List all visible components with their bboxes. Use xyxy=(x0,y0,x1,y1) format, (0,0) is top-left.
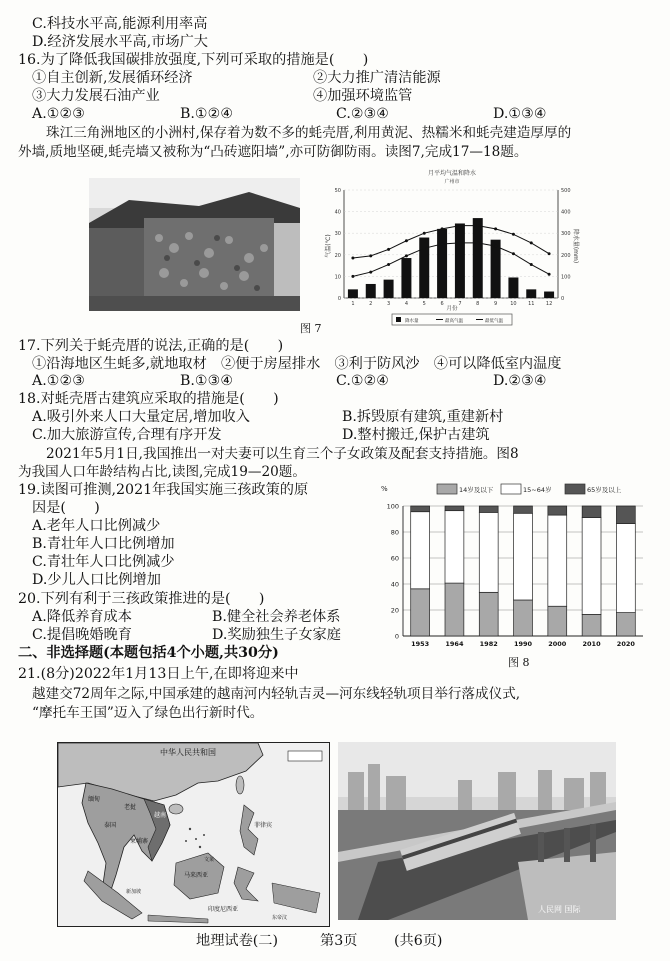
pop-x-tick: 2000 xyxy=(548,640,567,648)
climate-left-tick: 40 xyxy=(334,209,341,216)
map-label: 泰国 xyxy=(104,822,117,829)
population-age-chart xyxy=(375,480,650,670)
climate-right-tick: 0 xyxy=(561,296,565,302)
pop-y-tick: 40 xyxy=(390,580,399,589)
climate-x-tick: 9 xyxy=(493,301,498,307)
climate-chart-title: 月平均气温和降水 xyxy=(427,170,477,177)
pop-bar-segment xyxy=(582,614,601,636)
pop-bar-segment xyxy=(479,506,498,512)
climate-precip-bar xyxy=(366,284,376,298)
climate-left-tick: 30 xyxy=(334,231,341,238)
climate-left-tick: 50 xyxy=(334,188,341,194)
climate-min-temp-point xyxy=(548,273,551,276)
oyster-shell-house-photo xyxy=(89,178,300,311)
map-label: 越南 xyxy=(154,812,167,819)
footer-page: 第3页 xyxy=(320,933,358,949)
pop-x-tick: 1964 xyxy=(445,640,464,648)
climate-min-temp-point xyxy=(387,263,390,266)
climate-right-tick: 100 xyxy=(561,274,571,281)
q17-items: ①沿海地区生蚝多,就地取材 ②便于房屋排水 ③利于防风沙 ④可以降低室内温度 xyxy=(32,356,562,372)
figure-8-label: 图 8 xyxy=(508,656,530,669)
pop-x-tick: 1953 xyxy=(411,640,430,648)
pop-y-tick: 80 xyxy=(390,528,399,537)
climate-left-tick: 10 xyxy=(334,274,341,281)
southeast-asia-map xyxy=(57,742,330,927)
climate-min-temp-point xyxy=(530,263,533,266)
pop-bar-segment xyxy=(616,506,635,524)
q20-option-a: A.降低养育成本 xyxy=(32,609,132,625)
map-label: 缅甸 xyxy=(88,796,101,803)
pop-legend-swatch xyxy=(437,484,457,494)
map-label: 印度尼西亚 xyxy=(208,906,239,913)
question-19-stem: 因是( ) xyxy=(32,500,100,516)
pop-bar-segment xyxy=(582,518,601,615)
q17-option-c: C.①②④ xyxy=(336,373,390,389)
passage-text: 2021年5月1日,我国推出一对夫妻可以生育三个子女政策及配套支持措施。图8 xyxy=(46,446,519,462)
question-18-stem: 18.对蚝壳厝古建筑应采取的措施是( ) xyxy=(18,391,279,407)
climate-right-tick: 300 xyxy=(561,231,571,238)
climate-min-temp-line xyxy=(353,243,549,276)
climate-min-temp-point xyxy=(512,252,515,255)
q16-item: ④加强环境监管 xyxy=(313,88,413,104)
pop-y-tick: 20 xyxy=(390,606,399,615)
pop-y-tick: 60 xyxy=(390,554,399,563)
climate-left-tick: 20 xyxy=(334,252,341,259)
pop-bar-segment xyxy=(445,511,464,583)
climate-legend-swatch xyxy=(396,317,401,322)
pop-legend-label: 15~64岁 xyxy=(523,486,552,494)
pop-bar-segment xyxy=(582,506,601,518)
map-label: 马来西亚 xyxy=(184,872,209,879)
question-19-stem: 19.读图可推测,2021年我国实施三孩政策的原 xyxy=(18,482,309,498)
passage-text: 为我国人口年龄结构占比,读图,完成19—20题。 xyxy=(18,464,306,480)
climate-x-tick: 3 xyxy=(386,301,391,307)
climate-x-tick: 7 xyxy=(458,301,462,307)
question-21-stem: 21.(8分)2022年1月13日上午,在即将迎来中 xyxy=(18,666,299,682)
climate-max-temp-point xyxy=(494,227,497,230)
pop-bar-segment xyxy=(616,524,635,613)
climate-precip-bar xyxy=(491,240,501,298)
q18-option-d: D.整村搬迁,保护古建筑 xyxy=(342,427,490,443)
question-16-stem: 16.为了降低我国碳排放强度,下列可采取的措施是( ) xyxy=(18,52,369,68)
footer-subject: 地理试卷(二) xyxy=(196,933,279,949)
q16-option-b: B.①②④ xyxy=(180,106,234,122)
pop-y-tick: 0 xyxy=(394,632,399,641)
climate-right-tick: 200 xyxy=(561,252,571,259)
pop-bar-segment xyxy=(514,506,533,513)
climate-legend-label: 降水量 xyxy=(405,319,419,324)
pop-legend-label: 14岁及以下 xyxy=(459,486,494,494)
q16-option-c: C.②③④ xyxy=(336,106,390,122)
q17-option-b: B.①③④ xyxy=(180,373,234,389)
climate-min-temp-point xyxy=(351,275,354,278)
climate-chart-subtitle: 广州市 xyxy=(444,179,460,185)
pop-bar-segment xyxy=(479,592,498,636)
climate-max-temp-point xyxy=(369,254,372,257)
pop-unit-label: % xyxy=(381,485,388,493)
pop-bar-segment xyxy=(548,506,567,515)
q18-option-b: B.拆毁原有建筑,重建新村 xyxy=(342,409,504,425)
climate-max-temp-point xyxy=(548,252,551,255)
climate-x-tick: 5 xyxy=(422,301,426,307)
pop-x-tick: 2010 xyxy=(582,640,601,648)
map-label: 老挝 xyxy=(124,804,137,811)
pop-legend-swatch xyxy=(565,484,585,494)
map-label: 文莱 xyxy=(204,857,215,863)
pop-bar-segment xyxy=(616,613,635,636)
climate-legend-label: 最低气温 xyxy=(485,319,503,324)
climate-min-temp-point xyxy=(369,271,372,274)
climate-precip-bar xyxy=(508,277,518,298)
q16-option-a: A.①②③ xyxy=(32,106,85,122)
q16-option-d: D.①③④ xyxy=(493,106,547,122)
q19-option-c: C.青壮年人口比例减少 xyxy=(32,554,175,570)
climate-left-tick: 0 xyxy=(337,296,341,302)
pop-bar-segment xyxy=(411,589,430,636)
climate-max-temp-point xyxy=(405,239,408,242)
climate-x-tick: 11 xyxy=(528,301,535,307)
pop-x-tick: 1990 xyxy=(513,640,533,648)
question-20-stem: 20.下列有利于三孩政策推进的是( ) xyxy=(18,591,265,607)
q16-item: ①自主创新,发展循环经济 xyxy=(32,70,193,86)
pop-bar-segment xyxy=(548,515,567,606)
question-17-stem: 17.下列关于蚝壳厝的说法,正确的是( ) xyxy=(18,338,284,354)
pop-bar-segment xyxy=(514,600,533,636)
pop-legend-label: 65岁及以上 xyxy=(587,486,622,494)
climate-left-axis-label: 气温(℃) xyxy=(325,234,332,258)
figure-7-label: 图 7 xyxy=(300,322,322,335)
climate-min-temp-point xyxy=(476,241,479,244)
pop-bar-segment xyxy=(411,506,430,512)
climate-precip-bar xyxy=(544,292,554,298)
question-21-text: 越建交72周年之际,中国承建的越南河内轻轨吉灵—河东线轻轨项目举行落成仪式, xyxy=(32,686,521,702)
map-label-china: 中华人民共和国 xyxy=(160,748,216,757)
pop-bar-segment xyxy=(514,513,533,600)
photo-watermark: 人民网 国际 xyxy=(538,905,581,914)
pop-bar-segment xyxy=(479,512,498,592)
climate-x-tick: 12 xyxy=(545,301,553,307)
q16-item: ③大力发展石油产业 xyxy=(32,88,160,104)
climate-min-temp-point xyxy=(441,243,444,246)
pop-x-tick: 2020 xyxy=(616,640,635,648)
option-text: D.经济发展水平高,市场广大 xyxy=(32,34,208,50)
map-label: 东帝汶 xyxy=(272,915,288,921)
q20-option-b: B.健全社会养老体系 xyxy=(212,609,341,625)
climate-max-temp-point xyxy=(441,227,444,230)
light-rail-photo xyxy=(338,742,616,920)
climate-x-tick: 10 xyxy=(510,301,517,307)
q18-option-a: A.吸引外来人口大量定居,增加收入 xyxy=(32,409,250,425)
climate-precip-bar xyxy=(437,229,447,298)
pop-y-tick: 100 xyxy=(386,502,399,511)
q19-option-a: A.老年人口比例减少 xyxy=(32,518,161,534)
climate-right-tick: 400 xyxy=(561,209,571,216)
climate-min-temp-point xyxy=(423,247,426,250)
climate-precip-bar xyxy=(455,223,465,298)
climate-x-tick: 6 xyxy=(440,301,444,307)
pop-bar-segment xyxy=(445,583,464,636)
pop-bar-segment xyxy=(411,512,430,589)
q17-option-a: A.①②③ xyxy=(32,373,85,389)
option-text: C.科技水平高,能源利用率高 xyxy=(32,16,208,32)
pop-x-tick: 1982 xyxy=(479,640,498,648)
climate-precip-bar xyxy=(401,258,411,298)
passage-text: 珠江三角洲地区的小洲村,保存着为数不多的蚝壳厝,利用黄泥、热糯米和蚝壳建造厚厚的 xyxy=(46,125,572,141)
map-label: 柬埔寨 xyxy=(130,838,149,845)
pop-legend-swatch xyxy=(501,484,521,494)
question-21-text: “摩托车王国”迈入了绿色出行新时代。 xyxy=(32,705,264,721)
climate-max-temp-line xyxy=(353,226,549,258)
q20-option-c: C.提倡晚婚晚育 xyxy=(32,627,132,643)
climate-right-tick: 500 xyxy=(561,188,571,194)
climate-legend-label: 最高气温 xyxy=(445,319,463,324)
climate-x-tick: 2 xyxy=(369,301,373,307)
climate-precip-bar xyxy=(473,218,483,298)
pop-bar-segment xyxy=(548,606,567,636)
q19-option-d: D.少儿人口比例增加 xyxy=(32,572,161,588)
climate-max-temp-point xyxy=(351,257,354,260)
climate-precip-bar xyxy=(526,289,536,298)
climate-min-temp-point xyxy=(458,241,461,244)
q17-option-d: D.②③④ xyxy=(493,373,547,389)
climate-max-temp-point xyxy=(512,233,515,236)
q18-option-c: C.加大旅游宣传,合理有序开发 xyxy=(32,427,222,443)
climate-max-temp-point xyxy=(387,248,390,251)
q20-option-d: D.奖励独生子女家庭 xyxy=(212,627,341,643)
climate-min-temp-point xyxy=(494,245,497,248)
climate-chart xyxy=(320,166,585,328)
climate-x-tick: 1 xyxy=(351,301,355,307)
map-label: 新加坡 xyxy=(126,889,142,895)
q16-item: ②大力推广清洁能源 xyxy=(313,70,441,86)
footer-total: (共6页) xyxy=(394,933,443,949)
climate-x-tick: 8 xyxy=(476,301,480,307)
passage-text: 外墙,质地坚硬,蚝壳墙又被称为“凸砖遮阳墙”,亦可防御防雨。读图7,完成17—18题。 xyxy=(18,144,528,160)
climate-min-temp-point xyxy=(405,254,408,257)
climate-precip-bar xyxy=(419,238,429,298)
climate-precip-bar xyxy=(384,280,394,298)
map-label: 菲律宾 xyxy=(254,822,273,829)
climate-right-axis-label: 降水量(mm) xyxy=(572,228,579,264)
section-heading: 二、非选择题(本题包括4个小题,共30分) xyxy=(18,645,279,661)
q19-option-b: B.青壮年人口比例增加 xyxy=(32,536,175,552)
climate-x-tick: 4 xyxy=(404,301,409,307)
climate-max-temp-point xyxy=(423,232,426,235)
climate-x-label: 月份 xyxy=(446,306,458,312)
climate-max-temp-point xyxy=(530,241,533,244)
climate-max-temp-point xyxy=(476,224,479,227)
climate-precip-bar xyxy=(348,289,358,298)
climate-max-temp-point xyxy=(458,224,461,227)
pop-bar-segment xyxy=(445,506,464,511)
